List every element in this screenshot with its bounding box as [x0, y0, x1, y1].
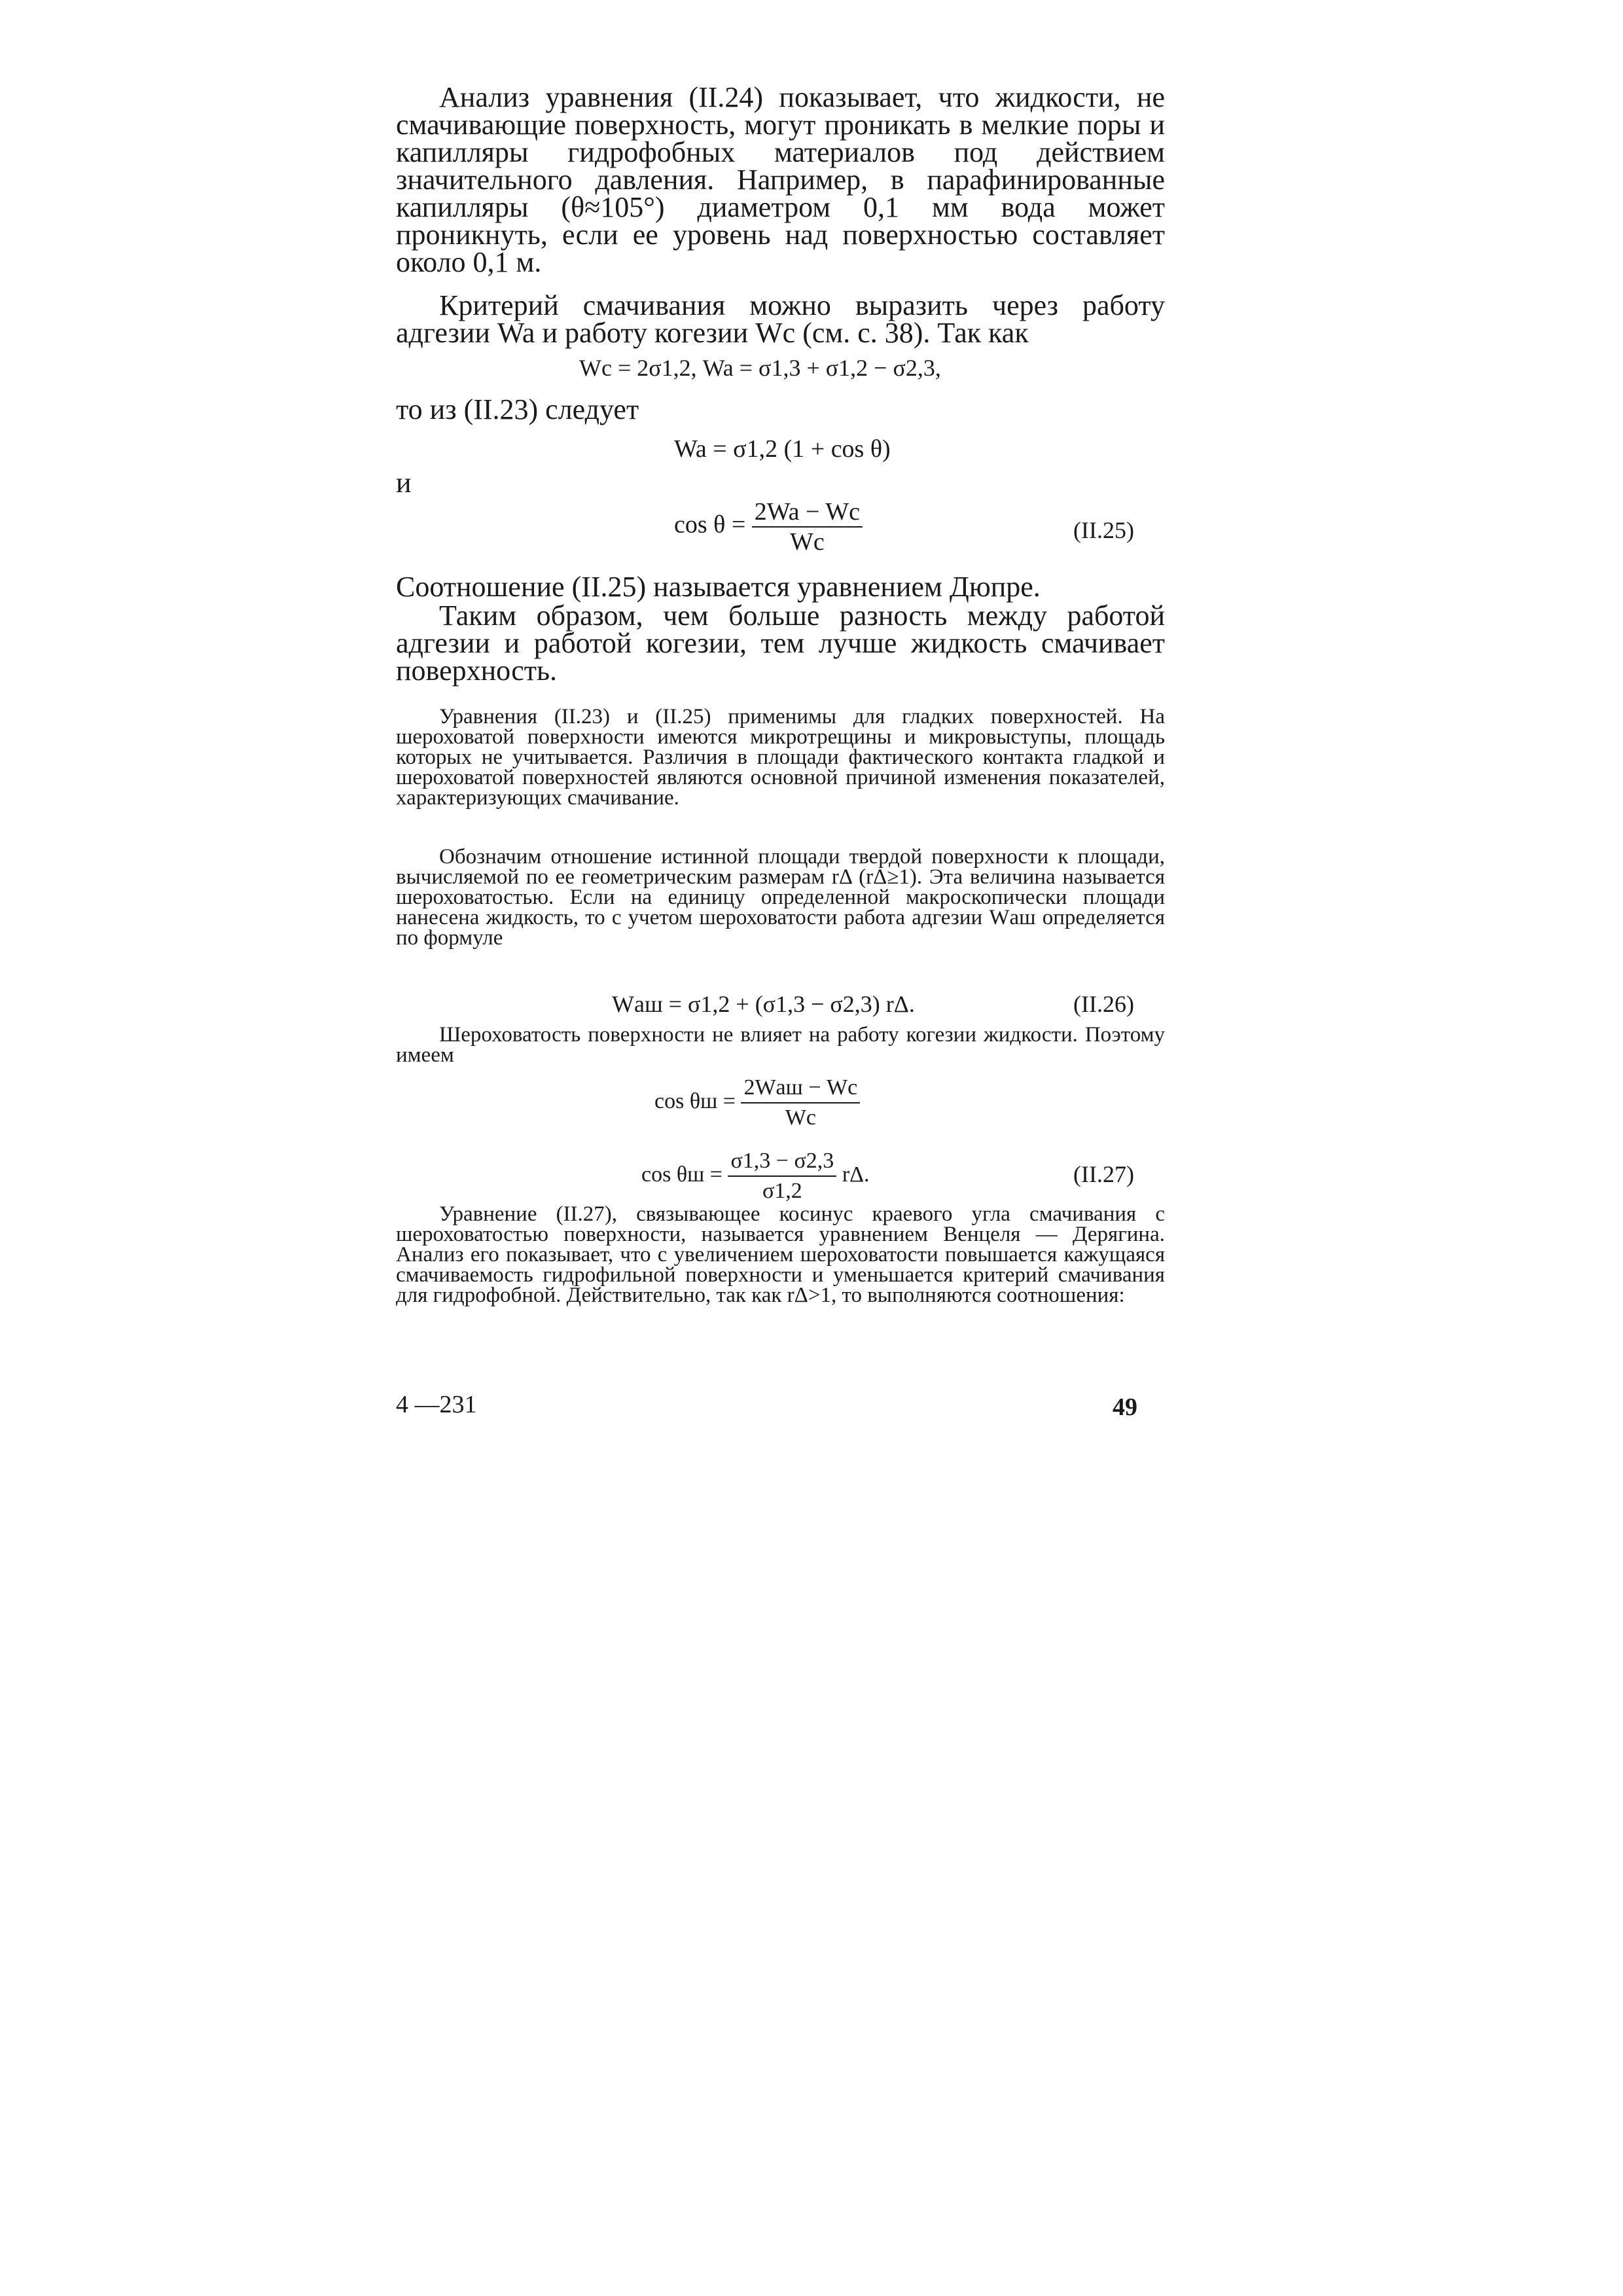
formula-wenzel-numerator: σ1,3 − σ2,3: [728, 1147, 836, 1177]
formula-wenzel-fraction: [728, 1147, 836, 1206]
formula-wenzel-lhs: cos θш =: [641, 1162, 722, 1187]
paragraph-roughness-definition: Обозначим отношение истинной площади твердой поверхности к площади, вычисляемой по ее геометрическим размерам rΔ (rΔ≥1). Эта величина называется шероховатостью. Если на единицу определенной макроскопически площади нанесена жидкость, то с учетом шероховатости работа адгезии Wаш определяется по формуле: [396, 845, 1165, 950]
formula-dupre-numerator: 2Wa − Wc: [752, 497, 863, 528]
printer-signature: 4 —231: [396, 1391, 477, 1418]
paragraph-smooth-surfaces: Уравнения (II.23) и (II.25) применимы для гладких поверхностей. На шероховатой поверхности имеются микротрещины и микровыступы, площадь которых не учитывается. Различия в площади фактического контакта гладкой и шероховатой поверхностей являются основной причиной изменения показателей, характеризующих смачивание.: [396, 705, 1165, 810]
formula-work-definitions: Wc = 2σ1,2, Wa = σ1,3 + σ1,2 − σ2,3,: [579, 355, 941, 381]
formula-rough-cos-lhs: cos θш =: [654, 1088, 736, 1113]
equation-number-ii27: (II.27): [1073, 1161, 1134, 1187]
formula-rough-adhesion: Wаш = σ1,2 + (σ1,3 − σ2,3) rΔ.: [612, 991, 915, 1017]
formula-wenzel: [641, 1147, 870, 1206]
paragraph-capillary-analysis: Анализ уравнения (II.24) показывает, что жидкости, не смачивающие поверхность, могут проникать в мелкие поры и капилляры гидрофобных материалов под действием значительного давления. Например, в парафинированные капилляры (θ≈105°) диаметром 0,1 мм вода может проникнуть, если ее уровень над поверхностью составляет около 0,1 м.: [396, 81, 1165, 278]
paragraph-wenzel-deryagin: Уравнение (II.27), связывающее косинус краевого угла смачивания с шероховатостью поверхности, называется уравнением Венцеля — Дерягина. Анализ его показывает, что с увеличением шероховатости повышается кажущаяся смачиваемость гидрофильной поверхности и уменьшается критерий смачивания для гидрофобной. Действительно, так как rΔ>1, то выполняются соотношения:: [396, 1202, 1165, 1307]
equation-number-ii25: (II.25): [1073, 517, 1134, 543]
paragraph-wetting-criterion: Критерий смачивания можно выразить через работу адгезии Wa и работу когезии Wc (см. с. 38). Так как: [396, 289, 1165, 349]
text-and: и: [396, 467, 412, 499]
paragraph-dupre-equation: Соотношение (II.25) называется уравнением Дюпре.: [396, 571, 1041, 603]
formula-dupre-lhs: cos θ =: [674, 511, 746, 539]
formula-wenzel-tail: rΔ.: [842, 1162, 870, 1187]
formula-rough-cos-numerator: 2Wаш − Wc: [741, 1073, 860, 1103]
formula-rough-cos: [654, 1073, 860, 1132]
formula-dupre-denominator: Wc: [790, 528, 825, 556]
formula-rough-cos-denominator: Wc: [785, 1105, 816, 1130]
paragraph-cohesion-unaffected: Шероховатость поверхности не влияет на работу когезии жидкости. Поэтому имеем: [396, 1023, 1165, 1067]
formula-rough-cos-fraction: [741, 1073, 860, 1132]
formula-adhesion-work: Wa = σ1,2 (1 + cos θ): [674, 435, 891, 463]
formula-wenzel-denominator: σ1,2: [762, 1179, 802, 1203]
text-then-from: то из (II.23) следует: [396, 393, 639, 425]
paragraph-conclusion: Таким образом, чем больше разность между работой адгезии и работой когезии, тем лучше жидкость смачивает поверхность.: [396, 600, 1165, 687]
formula-dupre: [674, 497, 863, 556]
equation-number-ii26: (II.26): [1073, 991, 1134, 1017]
page-number: 49: [1113, 1393, 1137, 1421]
formula-dupre-fraction: [752, 497, 863, 556]
